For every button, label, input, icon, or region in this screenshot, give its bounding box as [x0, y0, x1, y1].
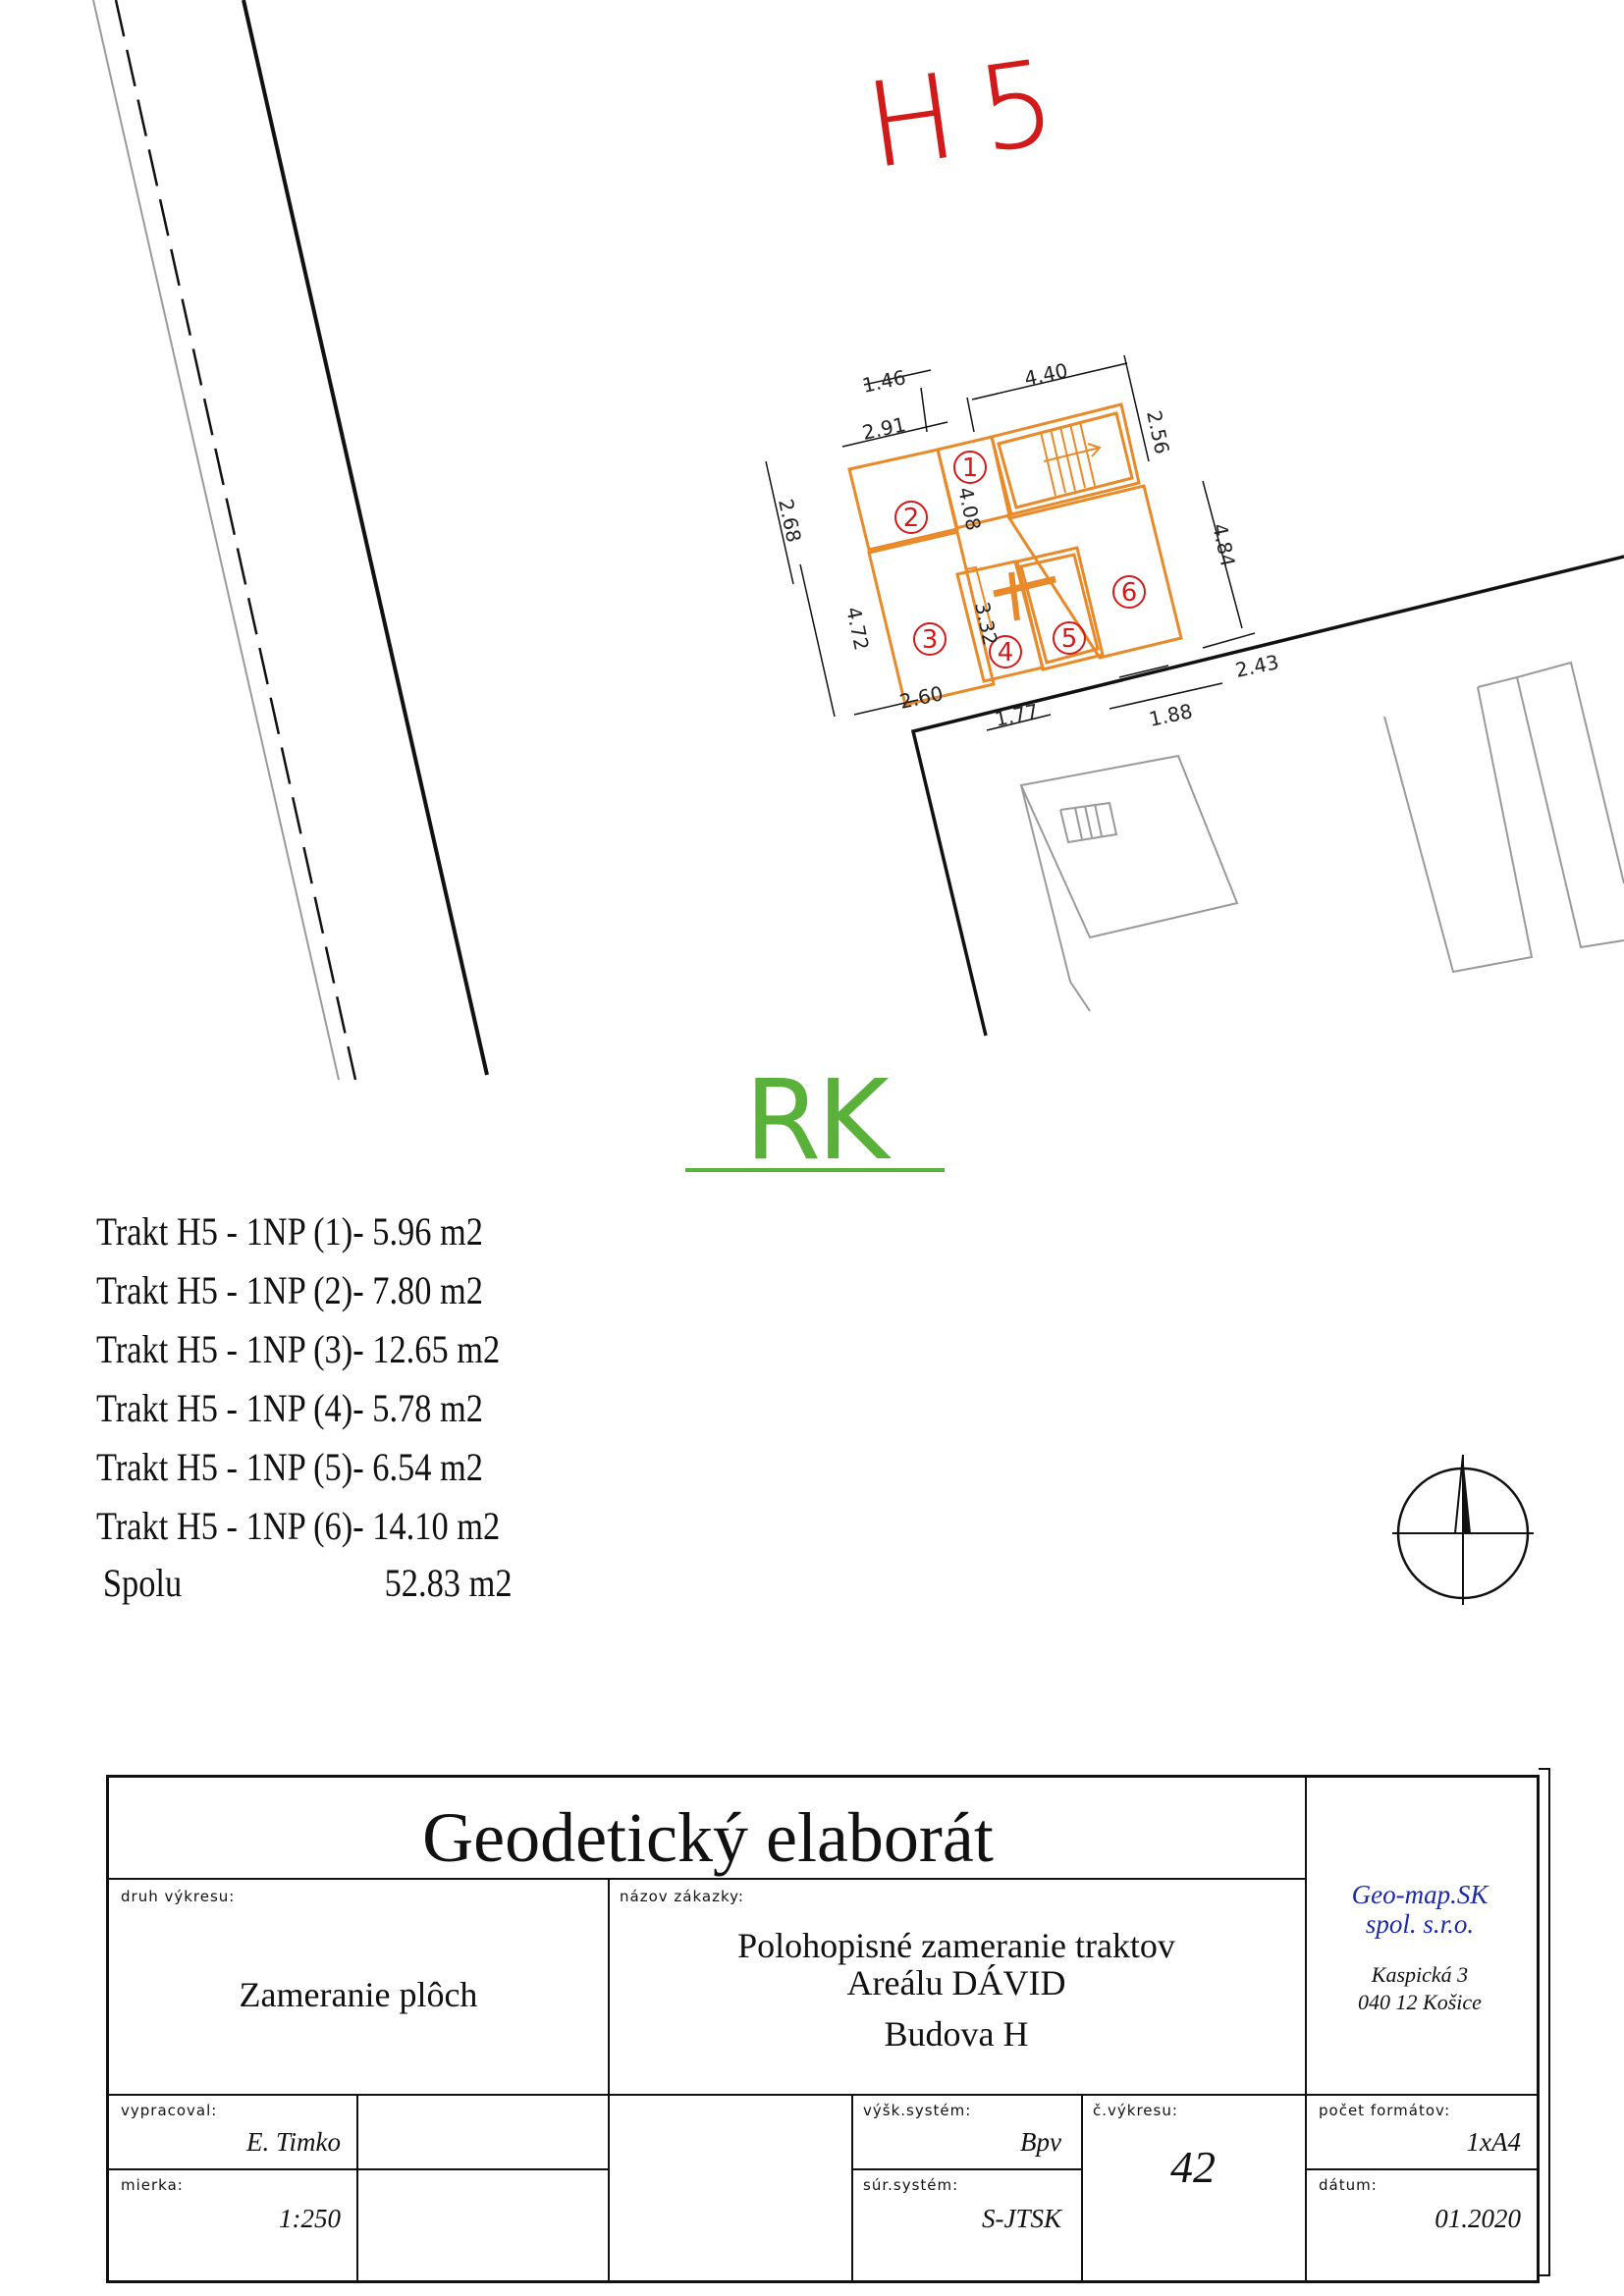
area-list [96, 1202, 646, 1611]
svg-text:3: 3 [921, 625, 939, 655]
room-number-1 [954, 452, 986, 483]
vysk-value: Bpv [1020, 2127, 1061, 2157]
area-total-label: Spolu [102, 1561, 183, 1605]
pocet-value: 1xA4 [1466, 2127, 1521, 2157]
dim-2-91: 2.91 [860, 412, 908, 445]
sur-value: S-JTSK [982, 2204, 1061, 2233]
nazov-line-3: Budova H [884, 2014, 1029, 2054]
area-row-2: Trakt H5 - 1NP (2)- 7.80 m2 [96, 1268, 484, 1312]
firm-name-line-1: Geo-map.SK [1351, 1880, 1489, 1909]
building-label: H5 [858, 33, 1063, 194]
road-lines [93, 0, 487, 1080]
dim-4-72: 4.72 [841, 605, 874, 653]
cislo-label: č.výkresu: [1093, 2102, 1178, 2119]
mierka-value: 1:250 [279, 2204, 341, 2233]
north-arrow-icon [1384, 1453, 1542, 1610]
nazov-line-1: Polohopisné zameranie traktov [737, 1926, 1175, 1965]
cislo-value: 42 [1170, 2142, 1216, 2192]
dim-1-88: 1.88 [1147, 699, 1195, 731]
mierka-label: mierka: [121, 2176, 184, 2194]
dim-4-08: 4.08 [953, 485, 986, 533]
svg-text:RK: RK [744, 1060, 886, 1178]
firm-address-line-2: 040 12 Košice [1358, 1990, 1482, 2014]
area-row-5: Trakt H5 - 1NP (5)- 6.54 m2 [96, 1445, 484, 1489]
area-total-value: 52.83 m2 [384, 1561, 513, 1605]
dim-1-77: 1.77 [993, 699, 1041, 731]
surrounding-buildings [1021, 663, 1624, 1011]
druh-label: druh výkresu: [121, 1888, 236, 1905]
title-block [106, 1775, 1540, 2283]
nazov-label: názov zákazky: [620, 1888, 744, 1905]
dim-4-40: 4.40 [1022, 358, 1070, 391]
druh-value: Zameranie plôch [239, 1975, 478, 2014]
dim-2-68: 2.68 [774, 497, 806, 545]
firm-address-line-1: Kaspická 3 [1371, 1962, 1469, 1987]
area-row-4: Trakt H5 - 1NP (4)- 5.78 m2 [96, 1386, 484, 1430]
datum-value: 01.2020 [1435, 2204, 1521, 2233]
room-number-3 [914, 623, 946, 655]
boundary-line [913, 557, 1624, 1036]
svg-text:5: 5 [1060, 624, 1078, 654]
svg-text:4: 4 [997, 638, 1014, 667]
datum-label: dátum: [1319, 2176, 1378, 2194]
dim-1-46: 1.46 [860, 365, 908, 398]
title-block-shadow [1539, 1768, 1550, 2276]
vysk-label: výšk.systém: [863, 2102, 972, 2119]
dim-3-32: 3.32 [970, 600, 1002, 648]
firm-name-line-2: spol. s.r.o. [1365, 1909, 1475, 1939]
svg-text:2: 2 [902, 504, 920, 533]
area-row-3: Trakt H5 - 1NP (3)- 12.65 m2 [96, 1327, 501, 1371]
room-number-6 [1113, 576, 1145, 608]
dim-4-84: 4.84 [1208, 521, 1240, 569]
sur-label: súr.systém: [863, 2176, 959, 2194]
svg-text:1: 1 [961, 454, 979, 483]
nazov-line-2: Areálu DÁVID [846, 1963, 1066, 2002]
vypracoval-value: E. Timko [245, 2127, 341, 2157]
dim-2-60: 2.60 [897, 681, 946, 714]
room-number-2 [895, 502, 927, 533]
dim-2-43: 2.43 [1233, 650, 1281, 682]
floor-plan-rooms [849, 404, 1181, 705]
vypracoval-label: vypracoval: [121, 2102, 218, 2119]
dim-2-56: 2.56 [1142, 408, 1174, 456]
area-total [96, 1556, 569, 1611]
rk-logo [677, 1060, 952, 1178]
area-row-1: Trakt H5 - 1NP (1)- 5.96 m2 [96, 1209, 484, 1254]
drawing-title: Geodetický elaborát [422, 1798, 994, 1877]
room-number-5 [1054, 622, 1085, 654]
area-row-6: Trakt H5 - 1NP (6)- 14.10 m2 [96, 1504, 501, 1548]
pocet-label: počet formátov: [1319, 2102, 1451, 2119]
svg-text:6: 6 [1120, 578, 1138, 608]
